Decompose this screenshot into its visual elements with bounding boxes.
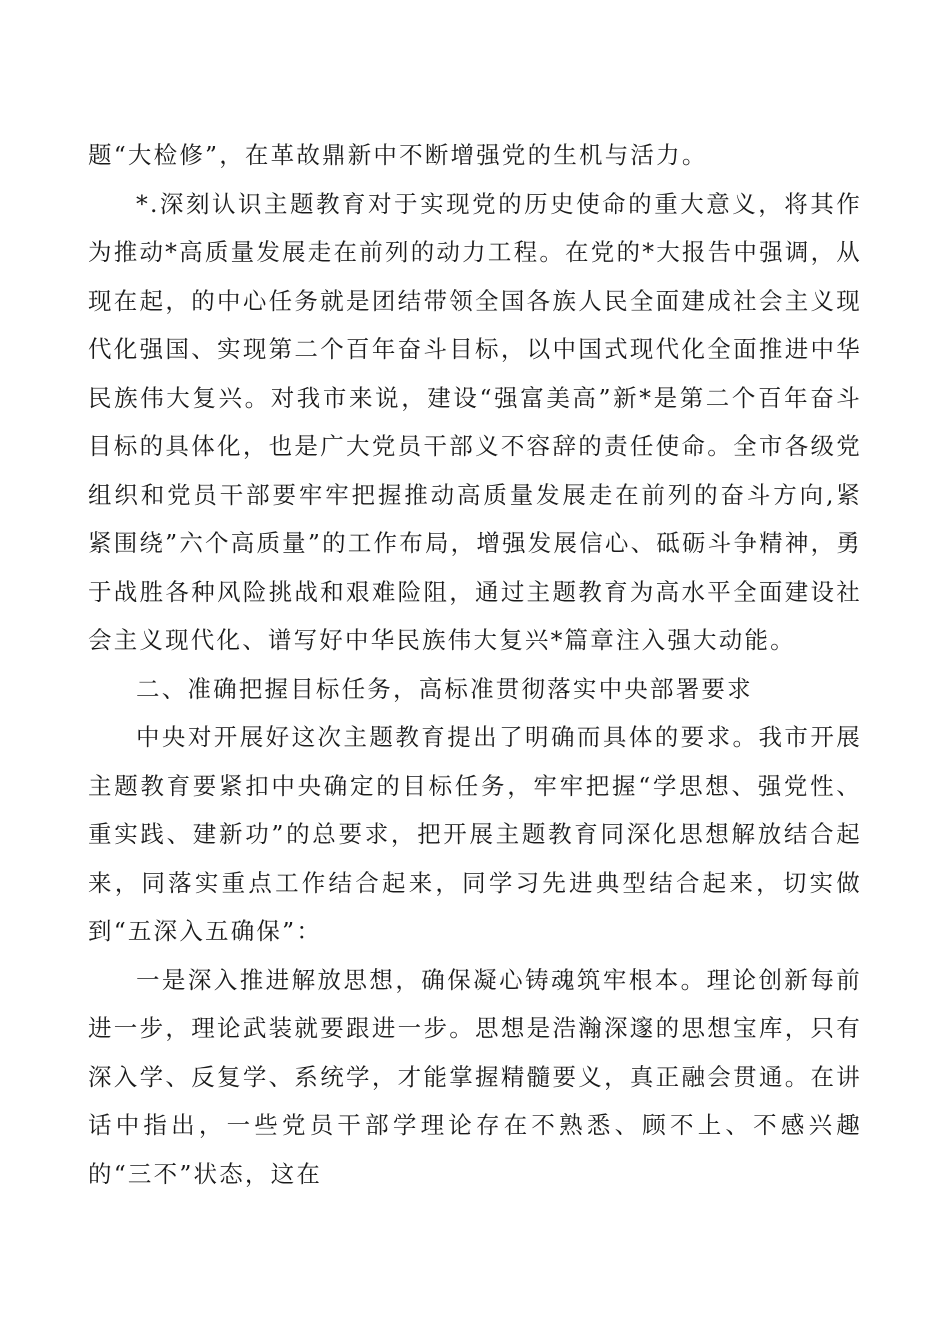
paragraph-central-requirements: 中央对开展好这次主题教育提出了明确而具体的要求。我市开展主题教育要紧扣中央确定的目标任务，牢牢把握“学思想、强党性、重实践、建新功”的总要求，把开展主题教育同深化思想解放结合起来，同落实重点工作结合起来，同学习先进典型结合起来，切实做到“五深入五确保”： [88, 723, 862, 945]
paragraph-point-one: 一是深入推进解放思想，确保凝心铸魂筑牢根本。理论创新每前进一步，理论武装就要跟进一步。思想是浩瀚深邃的思想宝库，只有深入学、反复学、系统学，才能掌握精髓要义，真正融会贯通。在讲话中指出，一些党员干部学理论存在不熟悉、顾不上、不感兴趣的“三不”状态，这在 [88, 965, 862, 1188]
paragraph-continuation: 题“大检修”，在革故鼎新中不断增强党的生机与活力。 [88, 141, 708, 169]
section-heading-two: 二、准确把握目标任务，高标准贯彻落实中央部署要求 [136, 674, 753, 703]
document-body [88, 131, 862, 1198]
paragraph-significance: *.深刻认识主题教育对于实现党的历史使命的重大意义，将其作为推动*高质量发展走在前列的动力工程。在党的*大报告中强调，从现在起，的中心任务就是团结带领全国各族人民全面建成社会主义现代化强国、实现第二个百年奋斗目标，以中国式现代化全面推进中华民族伟大复兴。对我市来说，建设“强富美高”新*是第二个百年奋斗目标的具体化，也是广大党员干部义不容辞的责任使命。全市各级党组织和党员干部要牢牢把握推动高质量发展走在前列的奋斗方向,紧紧围绕”六个高质量”的工作布局，增强发展信心、砥砺斗争精神，勇于战胜各种风险挑战和艰难险阻，通过主题教育为高水平全面建设社会主义现代化、谱写好中华民族伟大复兴*篇章注入强大动能。 [88, 189, 862, 654]
